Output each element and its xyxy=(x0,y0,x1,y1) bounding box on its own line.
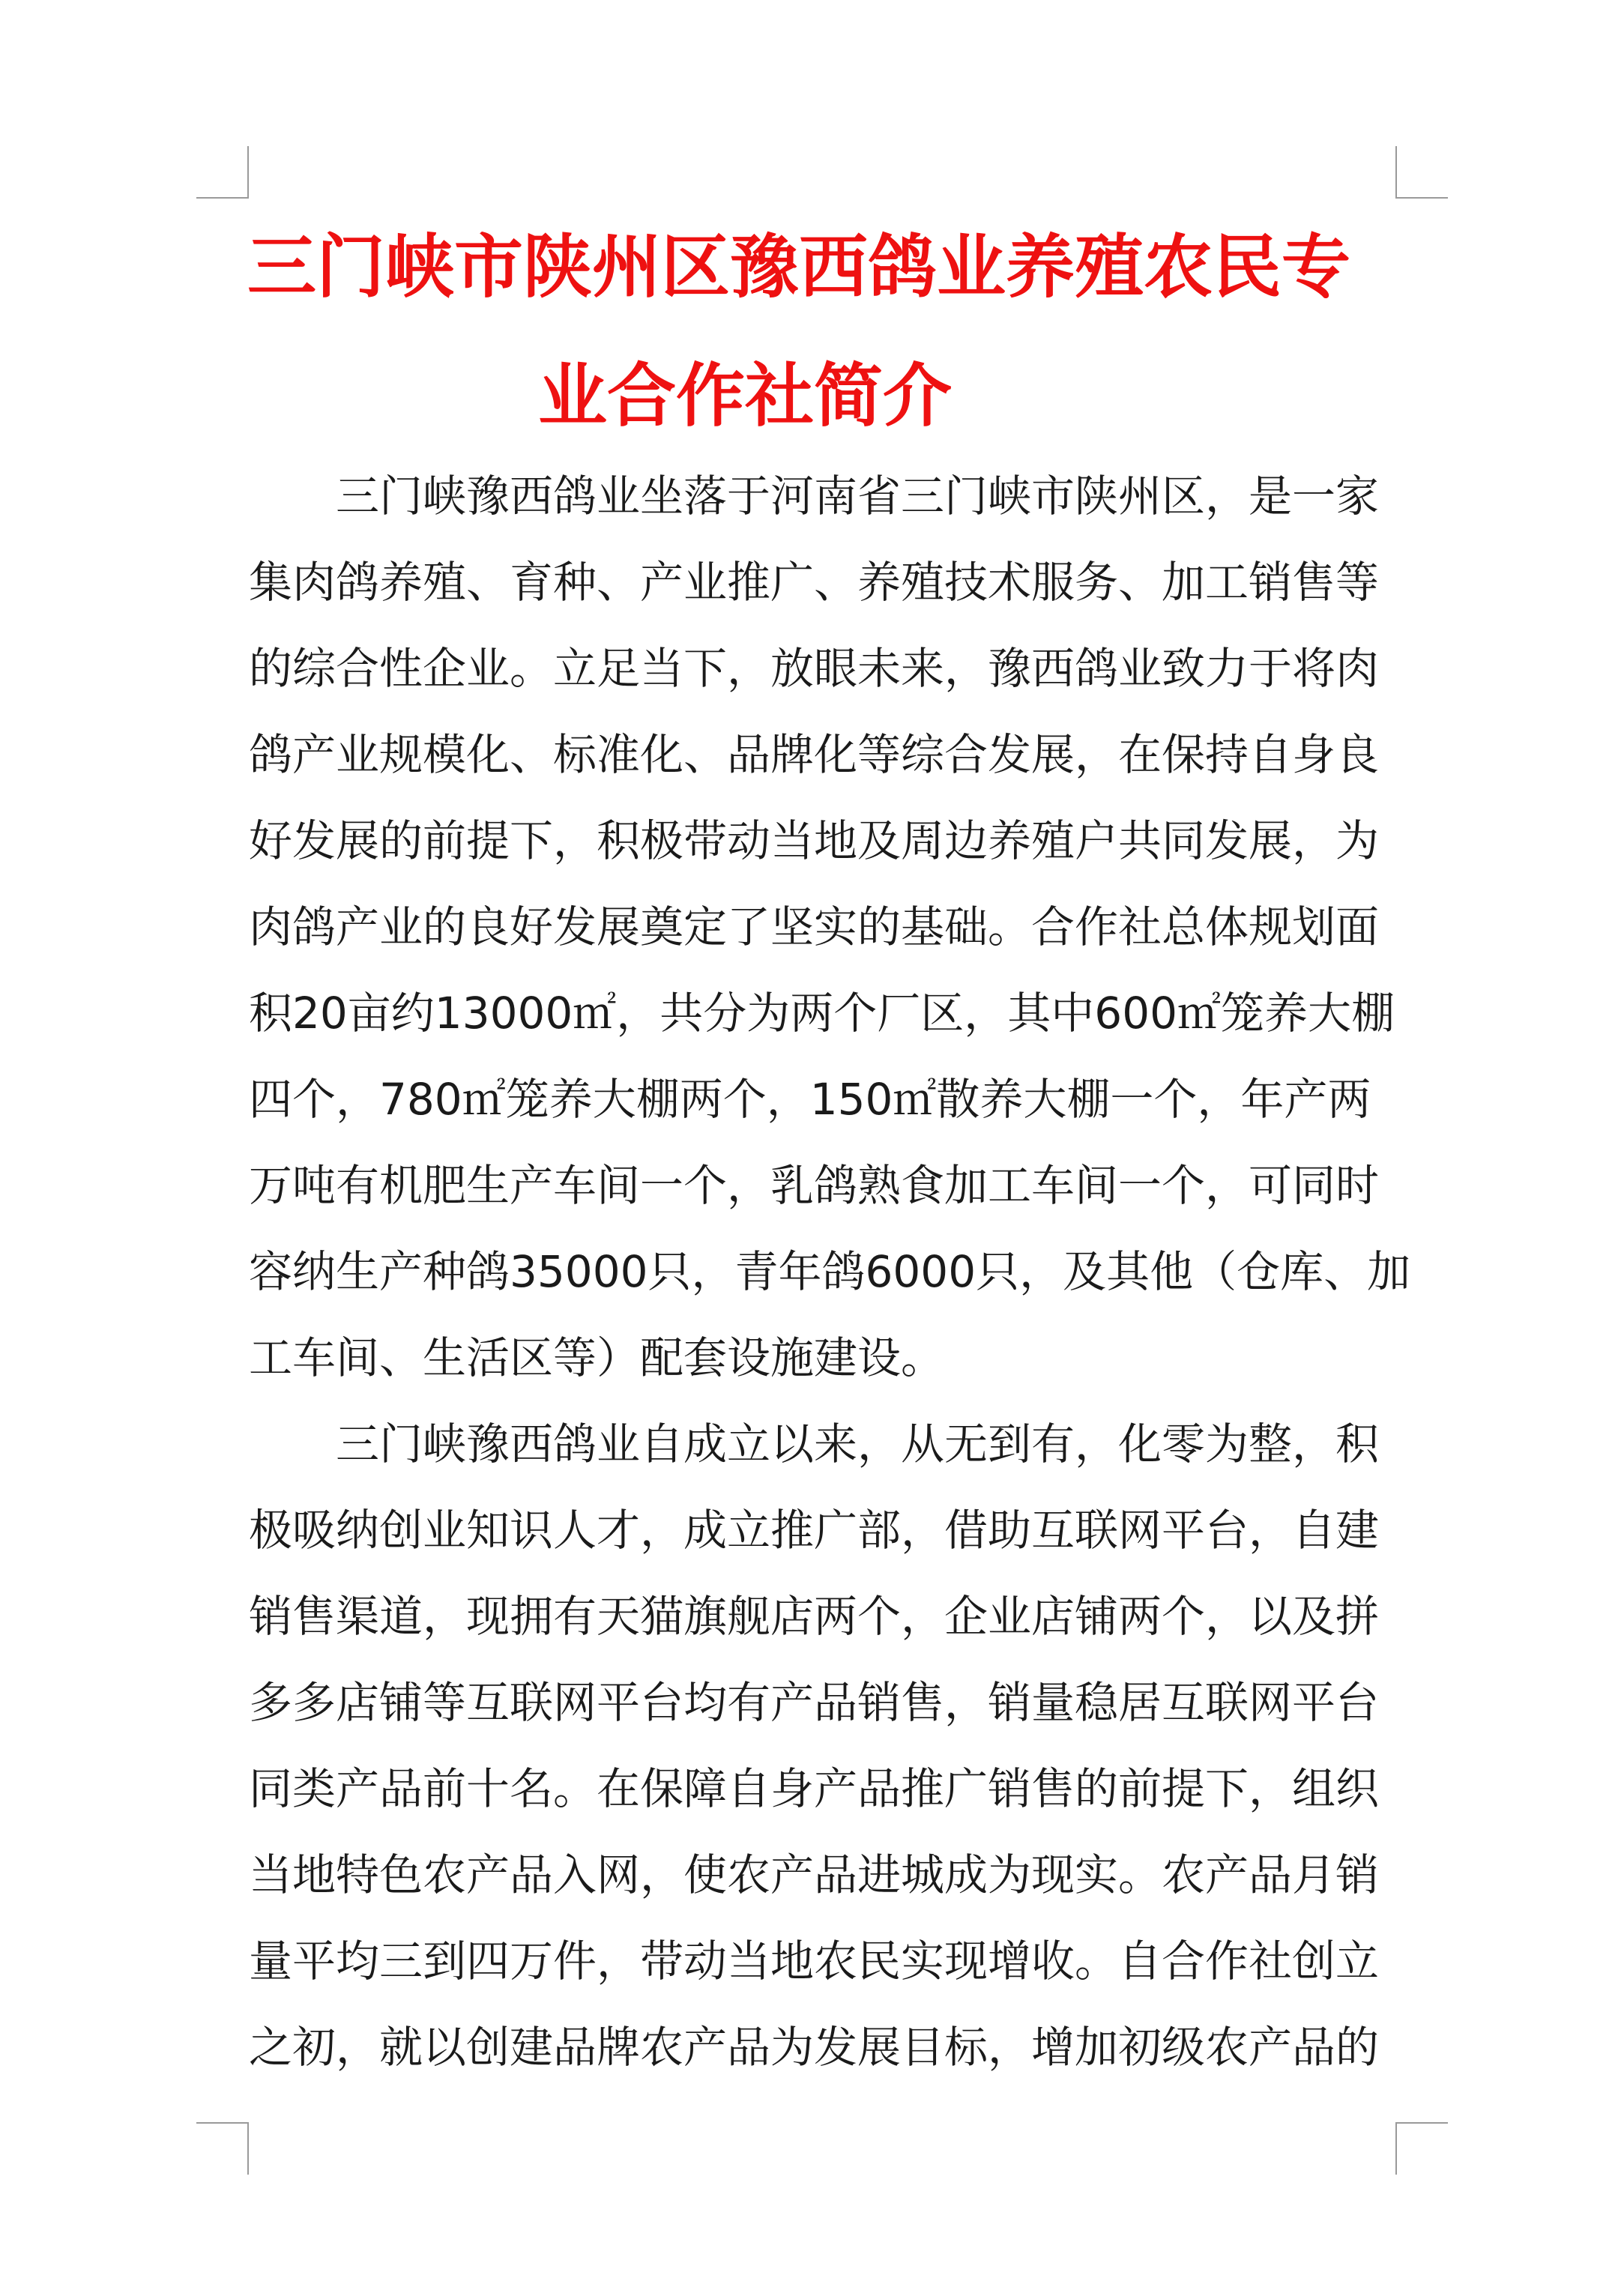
paragraph-1-line: 肉鸽产业的良好发展奠定了坚实的基础。合作社总体规划面 xyxy=(249,901,1380,952)
paragraph-1-line: 工车间、生活区等）配套设施建设。 xyxy=(249,1332,945,1383)
paragraph-1-line: 集肉鸽养殖、育种、产业推广、养殖技术服务、加工销售等 xyxy=(249,557,1380,608)
title-line-2: 业合作社简介 xyxy=(538,356,953,436)
paragraph-2-line: 当地特色农产品入网，使农产品进城成为现实。农产品月销 xyxy=(249,1849,1380,1900)
paragraph-1-line: 的综合性企业。立足当下，放眼未来，豫西鸽业致力于将肉 xyxy=(249,643,1380,694)
paragraph-2-line: 极吸纳创业知识人才，成立推广部，借助互联网平台，自建 xyxy=(249,1505,1380,1556)
paragraph-2-line: 三门峡豫西鸽业自成立以来，从无到有，化零为整，积 xyxy=(336,1419,1380,1469)
paragraph-1-line: 万吨有机肥生产车间一个，乳鸽熟食加工车间一个，可同时 xyxy=(249,1160,1380,1211)
paragraph-1-line: 容纳生产种鸽35000只，青年鸽6000只，及其他（仓库、加 xyxy=(249,1246,1411,1297)
paragraph-1-line: 好发展的前提下，积极带动当地及周边养殖户共同发展，为 xyxy=(249,815,1380,866)
paragraph-2-line: 之初，就以创建品牌农产品为发展目标，增加初级农产品的 xyxy=(249,2022,1380,2073)
paragraph-1-line: 四个，780㎡笼养大棚两个，150㎡散养大棚一个，年产两 xyxy=(249,1074,1371,1125)
paragraph-1-line: 三门峡豫西鸽业坐落于河南省三门峡市陕州区，是一家 xyxy=(336,471,1380,522)
paragraph-1-line: 积20亩约13000㎡，共分为两个厂区，其中600㎡笼养大棚 xyxy=(249,988,1395,1039)
paragraph-2-line: 量平均三到四万件，带动当地农民实现增收。自合作社创立 xyxy=(249,1936,1380,1987)
paragraph-2-line: 多多店铺等互联网平台均有产品销售，销量稳居互联网平台 xyxy=(249,1677,1380,1728)
paragraph-2-line: 销售渠道，现拥有天猫旗舰店两个，企业店铺两个，以及拼 xyxy=(249,1591,1380,1642)
paragraph-2-line: 同类产品前十名。在保障自身产品推广销售的前提下，组织 xyxy=(249,1763,1380,1814)
paragraph-1-line: 鸽产业规模化、标准化、品牌化等综合发展，在保持自身良 xyxy=(249,729,1380,780)
title-line-1: 三门峡市陕州区豫西鸽业养殖农民专 xyxy=(247,227,1351,307)
